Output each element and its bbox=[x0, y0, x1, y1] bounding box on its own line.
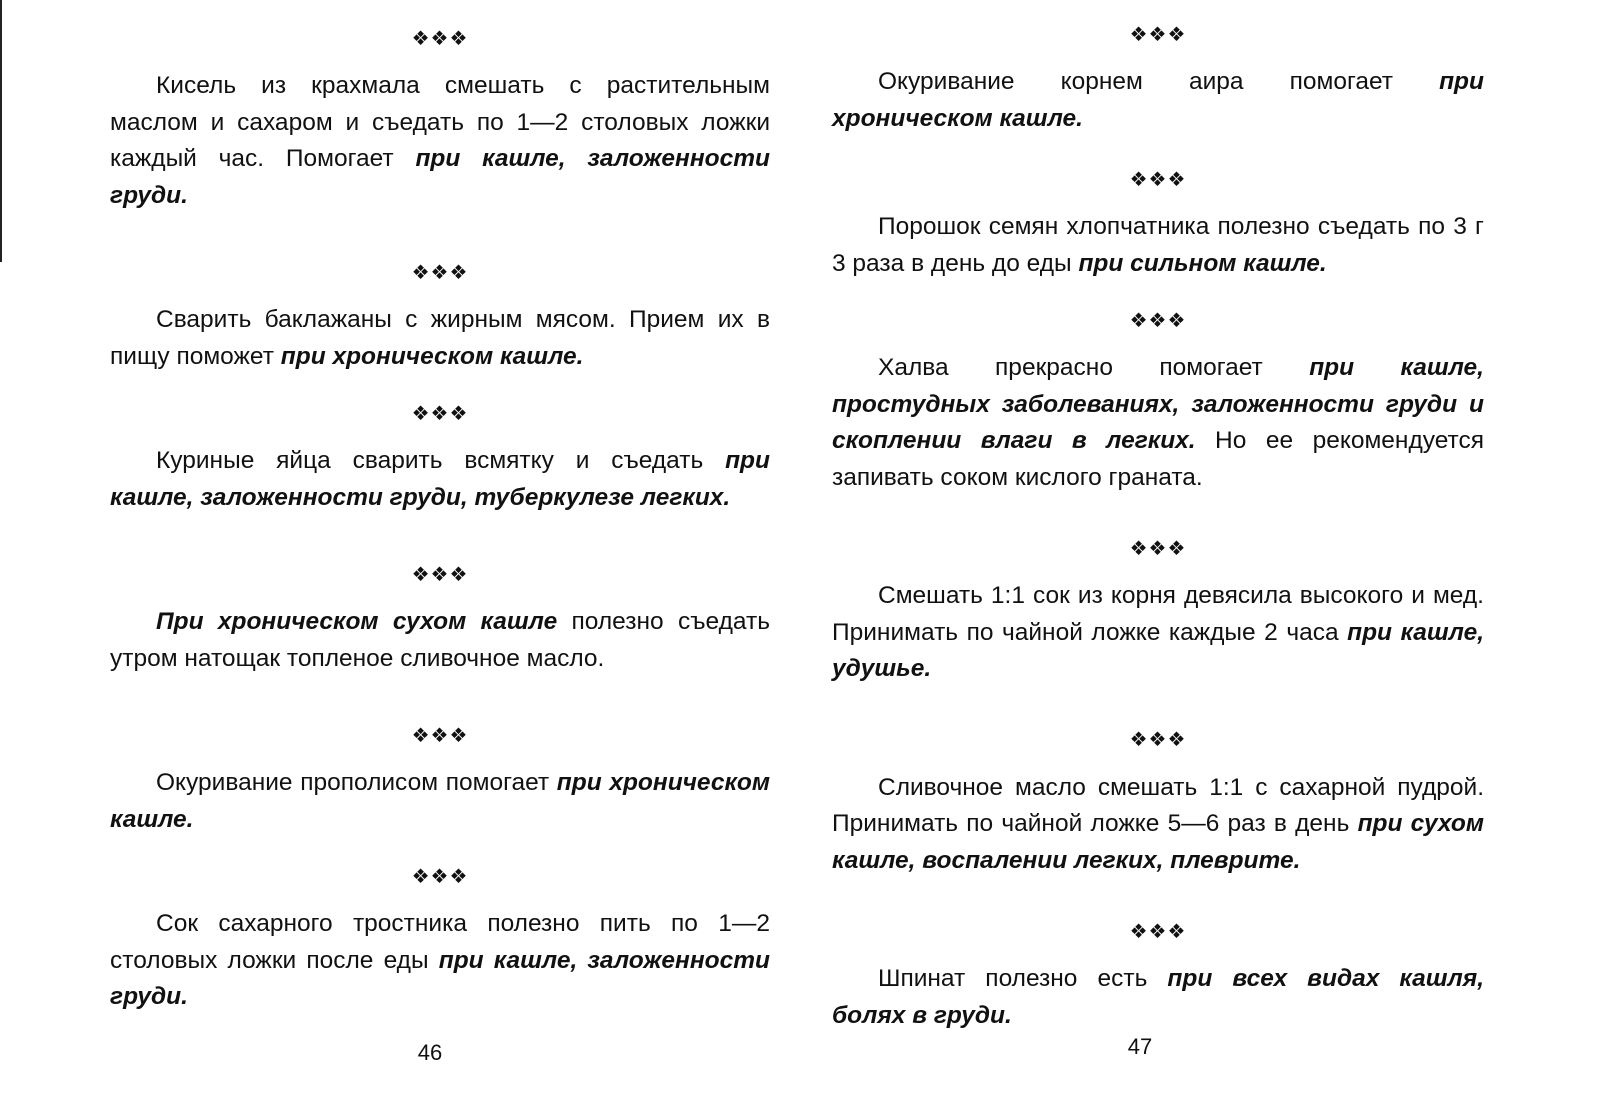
ornament-divider: ❖❖❖ bbox=[411, 563, 469, 586]
ornament-divider: ❖❖❖ bbox=[411, 865, 469, 888]
ornament-divider: ❖❖❖ bbox=[1129, 168, 1187, 191]
remedy-paragraph: Смешать 1:1 сок из корня девясила высокого и мед. Принимать по чайной ложке каждые 2 часа при кашле, удушье. bbox=[832, 582, 1484, 682]
remedy-paragraph: Окуривание прополисом помогает при хроническом кашле. bbox=[110, 769, 770, 833]
ornament-divider: ❖❖❖ bbox=[411, 402, 469, 425]
remedy-paragraph: Сливочное масло смешать 1:1 с сахарной пудрой. Принимать по чайной ложке 5—6 раз в день при сухом кашле, воспалении легких, плеврите. bbox=[832, 773, 1484, 874]
remedy-paragraph: Куриные яйца сварить всмятку и съедать при кашле, заложенности груди, туберкулезе легких. bbox=[110, 447, 770, 511]
page-edge-line bbox=[0, 0, 2, 262]
page-number: 47 bbox=[1127, 1034, 1153, 1059]
ornament-divider: ❖❖❖ bbox=[1129, 23, 1187, 46]
ornament-divider: ❖❖❖ bbox=[1129, 729, 1187, 751]
page-number: 46 bbox=[417, 1040, 443, 1065]
remedy-paragraph: Окуривание корнем аира помогает при хроническом кашле. bbox=[832, 68, 1484, 132]
ornament-divider: ❖❖❖ bbox=[411, 27, 469, 50]
remedy-paragraph: Порошок семян хлопчатника полезно съедать по 3 г 3 раза в день до еды при сильном кашле. bbox=[832, 213, 1484, 277]
remedy-paragraph: Сварить баклажаны с жирным мясом. Прием их в пищу поможет при хроническом кашле. bbox=[110, 306, 770, 370]
remedy-paragraph: Халва прекрасно помогает при кашле, простудных заболеваниях, заложенности груди и скоплении влаги в легких. Но ее рекомендуется запивать соком кислого граната. bbox=[832, 354, 1484, 491]
ornament-divider: ❖❖❖ bbox=[1129, 537, 1187, 560]
ornament-divider: ❖❖❖ bbox=[1129, 309, 1187, 332]
remedy-paragraph: При хроническом сухом кашле полезно съедать утром натощак топленое сливочное масло. bbox=[110, 608, 770, 672]
remedy-paragraph: Кисель из крахмала смешать с растительным маслом и сахаром и съедать по 1—2 столовых ложки каждый час. Помогает при кашле, заложенности груди. bbox=[110, 72, 770, 209]
remedy-paragraph: Шпинат полезно есть при всех видах кашля, болях в груди. bbox=[832, 965, 1485, 1029]
right-page bbox=[832, 0, 1484, 1034]
left-page bbox=[110, 0, 770, 1016]
remedy-paragraph: Сок сахарного тростника полезно пить по 1—2 столовых ложки после еды при кашле, заложенности груди. bbox=[110, 910, 770, 1010]
ornament-divider: ❖❖❖ bbox=[411, 724, 469, 747]
ornament-divider: ❖❖❖ bbox=[411, 261, 469, 284]
ornament-divider: ❖❖❖ bbox=[1129, 920, 1187, 943]
